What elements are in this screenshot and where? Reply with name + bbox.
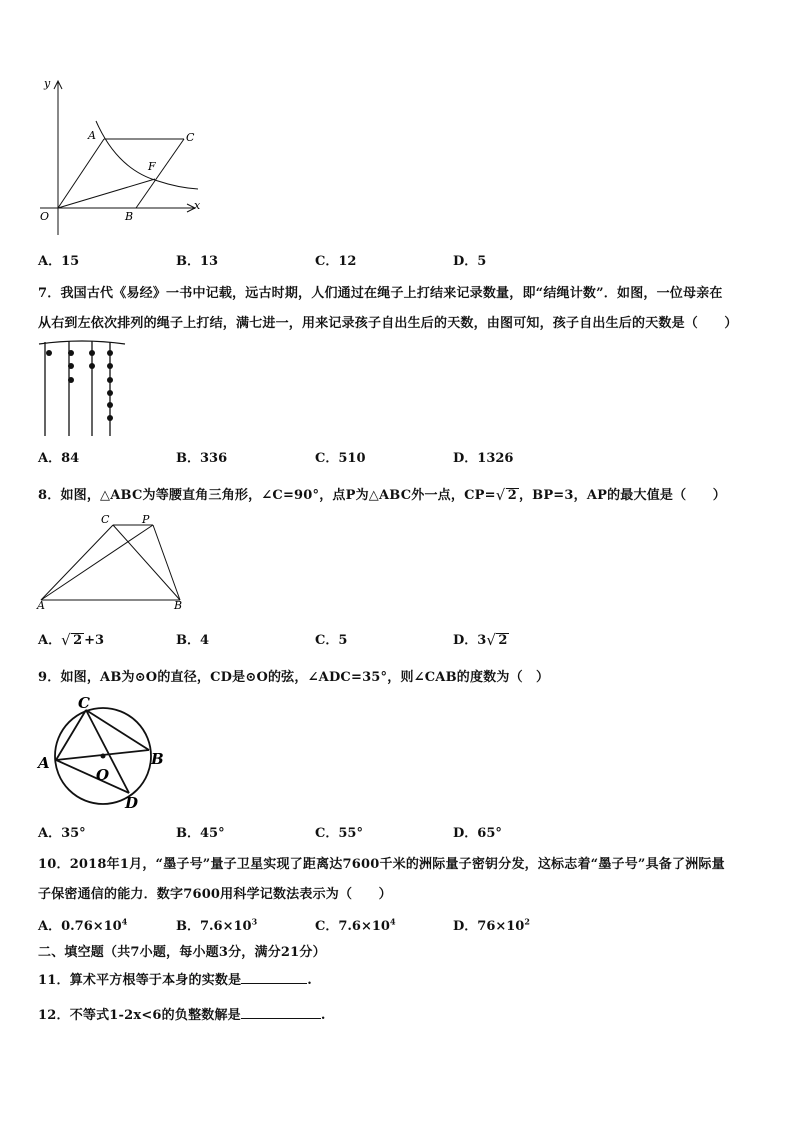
q9-option-c[interactable]: C．55° bbox=[315, 826, 363, 841]
q7-option-a[interactable]: A．84 bbox=[38, 451, 80, 466]
q7-option-d[interactable]: D．1326 bbox=[453, 451, 514, 466]
q6-option-d[interactable]: D．5 bbox=[453, 254, 487, 269]
label-a: A bbox=[88, 129, 96, 142]
knot bbox=[107, 390, 113, 396]
figure-q8-triangle bbox=[35, 512, 195, 612]
label-d: D bbox=[125, 794, 139, 812]
q8-text bbox=[38, 484, 726, 503]
label-b: B bbox=[125, 210, 134, 223]
segment-ap bbox=[41, 525, 153, 600]
knot bbox=[89, 363, 95, 369]
q6-option-a[interactable]: A．15 bbox=[38, 254, 80, 269]
knot bbox=[107, 350, 113, 356]
q10-option-c[interactable]: C．$7.6\times 10^4$ bbox=[315, 916, 396, 934]
q8-option-d[interactable]: D．3 √ 2 bbox=[453, 631, 508, 649]
q7-text-line2: 从右到左依次排列的绳子上打结，满七进一，用来记录孩子自出生后的天数，由图可知，孩子自出生后的天数是（ ） bbox=[38, 316, 738, 331]
q7-option-c[interactable]: C．510 bbox=[315, 451, 366, 466]
q9-option-a[interactable]: A．35° bbox=[38, 826, 86, 841]
sqrt-2: √ 2 bbox=[61, 631, 83, 649]
label-x: x bbox=[194, 199, 201, 212]
q10-option-a[interactable]: A．$0.76\times 10^4$ bbox=[38, 916, 128, 934]
center-dot bbox=[101, 754, 106, 759]
segment-oa bbox=[58, 139, 104, 208]
label-c: C bbox=[186, 131, 195, 144]
knot bbox=[46, 350, 52, 356]
label-a: A bbox=[37, 599, 45, 612]
figure-q7-knotted-ropes bbox=[37, 338, 127, 438]
knot bbox=[107, 415, 113, 421]
q9-option-b[interactable]: B．45° bbox=[176, 826, 225, 841]
q11-answer-blank[interactable] bbox=[241, 971, 307, 984]
label-a: A bbox=[38, 754, 50, 772]
sqrt-2: √ 2 bbox=[486, 631, 508, 649]
knot bbox=[68, 363, 74, 369]
hyperbola-curve bbox=[96, 121, 198, 189]
segment-cb bbox=[136, 139, 184, 208]
figure-q9-circle bbox=[36, 692, 166, 812]
segment-pb bbox=[153, 525, 180, 600]
q9-text: 9．如图，AB为⊙O的直径，CD是⊙O的弦，∠ADC=35°，则∠CAB的度数为（ ） bbox=[38, 670, 550, 685]
q8-option-b[interactable]: B．4 bbox=[176, 633, 210, 648]
q8-text-pre: 8．如图，△ABC为等腰直角三角形，∠C=90°，点P为△ABC外一点，CP= bbox=[38, 488, 496, 503]
q12-answer-blank[interactable] bbox=[241, 1006, 321, 1019]
q12-text: 12．不等式1-2x<6的负整数解是 . bbox=[38, 1008, 326, 1023]
q8-option-c[interactable]: C．5 bbox=[315, 633, 348, 648]
label-b: B bbox=[174, 599, 183, 612]
q7-text-line1: 7．我国古代《易经》一书中记载，远古时期，人们通过在绳子上打结来记录数量，即“结绳计数”．如图，一位母亲在 bbox=[38, 286, 723, 301]
section-heading: 二、填空题（共7小题，每小题3分，满分21分） bbox=[38, 945, 326, 960]
label-o: O bbox=[96, 766, 110, 784]
q6-option-c[interactable]: C．12 bbox=[315, 254, 357, 269]
label-o: O bbox=[40, 210, 50, 223]
segment-of bbox=[58, 179, 155, 208]
q11-text: 11．算术平方根等于本身的实数是 . bbox=[38, 973, 313, 988]
label-c: C bbox=[101, 513, 110, 526]
knot bbox=[89, 350, 95, 356]
label-y: y bbox=[44, 77, 51, 90]
q7-option-b[interactable]: B．336 bbox=[176, 451, 228, 466]
q10-option-d[interactable]: D．$76\times 10^2$ bbox=[453, 916, 530, 934]
segment-ac bbox=[41, 525, 113, 600]
rope-bar bbox=[39, 341, 125, 344]
knot bbox=[107, 377, 113, 383]
sqrt-2: √ 2 bbox=[495, 486, 517, 504]
label-c: C bbox=[78, 694, 90, 712]
q9-option-d[interactable]: D．65° bbox=[453, 826, 502, 841]
knot bbox=[107, 363, 113, 369]
q8-text-post: ，BP=3，AP的最大值是（ ） bbox=[518, 488, 726, 503]
q8-option-a[interactable]: A． √ 2 +3 bbox=[38, 631, 105, 649]
segment-cb bbox=[113, 525, 180, 600]
knot bbox=[107, 402, 113, 408]
label-p: P bbox=[142, 513, 150, 526]
q10-text-line1: 10．2018年1月，“墨子号”量子卫星实现了距离达7600千米的洲际量子密钥分发，这标志着“墨子号”具备了洲际量 bbox=[38, 857, 725, 872]
knot bbox=[68, 377, 74, 383]
label-f: F bbox=[148, 160, 156, 173]
q10-option-b[interactable]: B．$7.6\times 10^3$ bbox=[176, 916, 258, 934]
figure-q6-coordinate-graph bbox=[30, 75, 230, 235]
knot bbox=[68, 350, 74, 356]
label-b: B bbox=[151, 750, 164, 768]
q10-text-line2: 子保密通信的能力．数字7600用科学记数法表示为（ ） bbox=[38, 887, 392, 902]
q6-option-b[interactable]: B．13 bbox=[176, 254, 219, 269]
